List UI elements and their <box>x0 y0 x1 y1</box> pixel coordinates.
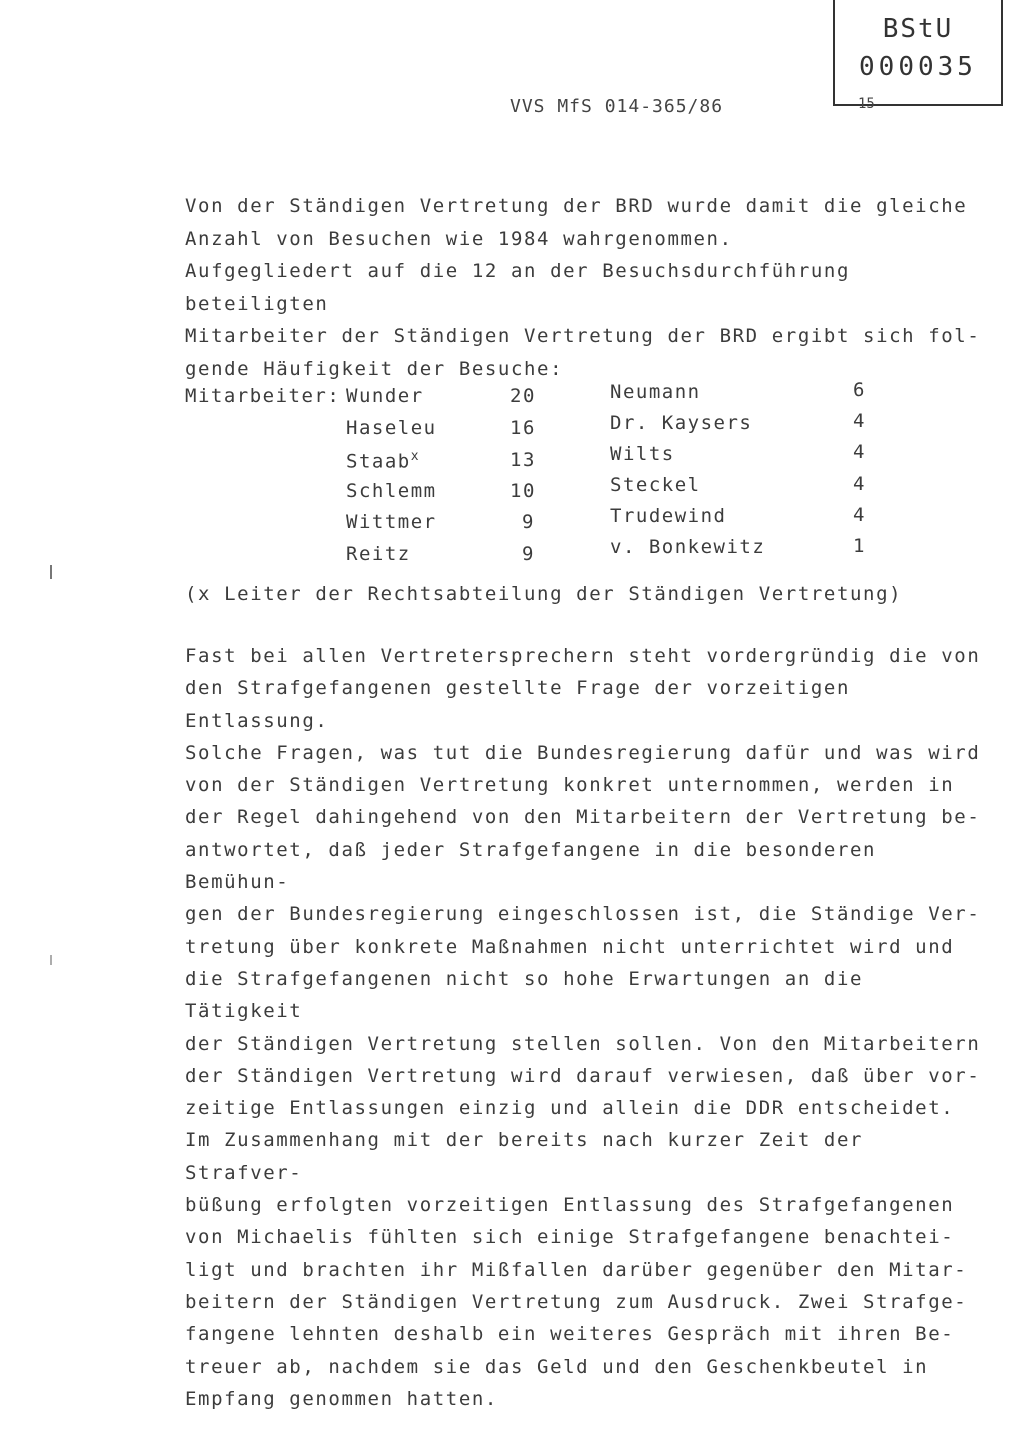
main-paragraph: Fast bei allen Vertretersprechern steht vordergründig die von den Strafgefangenen gestellte Frage der vorzeitigen Entlassung. Solche Fragen, was tut die Bundesregierung dafür und was wird von der Ständigen Vertretung konkret unternommen, werden in der Regel dahingehend von den Mitarbeitern der Vertretung be- antwortet, daß jeder Strafgefangene in die besonderen Bemühun- gen der Bundesregierung eingeschlossen ist, die Ständige Ver- tretung über konkrete Maßnahmen nicht unterrichtet wird und die Strafgefangenen nicht so hohe Erwartungen an die Tätigkeit der Ständigen Vertretung stellen sollen. Von den Mitarbeitern der Ständigen Vertretung wird darauf verwiesen, daß über vor- zeitige Entlassungen einzig und allein die DDR entscheidet. Im Zusammenhang mit der bereits nach kurzer Zeit der Strafver- büßung erfolgten vorzeitigen Entlassung des Strafgefangenen von Michaelis fühlten sich einige Strafgefangene benachtei- ligt und brachten ihr Mißfallen darüber gegenüber den Mitar- beitern der Ständigen Vertretung zum Ausdruck. Zwei Strafge- fangene lehnten deshalb ein weiteres Gespräch mit ihren Be- treuer ab, nachdem sie das Geld und den Geschenkbeutel in Empfang genommen hatten. <box>185 645 981 1410</box>
staff-count: 4 <box>853 410 866 432</box>
staff-name: Neumann <box>610 381 701 403</box>
staff-count: 20 <box>510 385 536 407</box>
staff-count: 1 <box>853 535 866 557</box>
staff-count: 16 <box>510 417 536 439</box>
footnote: (x Leiter der Rechtsabteilung der Ständigen Vertretung) <box>185 583 903 605</box>
staff-name-text: Staab <box>346 450 411 473</box>
page-number: 15 <box>858 96 875 112</box>
staff-count: 10 <box>510 480 536 502</box>
staff-count: 4 <box>853 441 866 463</box>
staff-count: 13 <box>510 449 536 471</box>
archive-stamp <box>833 0 1003 106</box>
staff-name: Wittmer <box>346 511 437 533</box>
staff-name: Dr. Kaysers <box>610 412 753 434</box>
intro-paragraph: Von der Ständigen Vertretung der BRD wurde damit die gleiche Anzahl von Besuchen wie 1984 wahrgenommen. Aufgegliedert auf die 12 an der Besuchsdurchführung beteiligten Mitarbeiter der Ständigen Vertretung der BRD ergibt sich fol- gende Häufigkeit der Besuche: <box>185 195 981 380</box>
staff-name: Wunder <box>346 385 424 407</box>
stamp-agency: BStU <box>882 14 954 44</box>
staff-count: 9 <box>522 543 535 565</box>
margin-mark <box>50 565 52 579</box>
staff-name: Schlemm <box>346 480 437 502</box>
staff-count: 4 <box>853 473 866 495</box>
stamp-number: 000035 <box>859 52 977 82</box>
footnote-mark: x <box>410 449 421 464</box>
staff-name: Wilts <box>610 443 675 465</box>
staff-label: Mitarbeiter: <box>185 385 341 407</box>
classification-reference: VVS MfS 014-365/86 <box>510 96 724 117</box>
margin-mark <box>50 955 52 965</box>
staff-count: 9 <box>522 511 535 533</box>
staff-name: v. Bonkewitz <box>610 536 766 558</box>
staff-name: Haseleu <box>346 417 437 439</box>
staff-name <box>346 449 420 472</box>
staff-name: Reitz <box>346 543 411 565</box>
staff-name: Steckel <box>610 474 701 496</box>
staff-count: 4 <box>853 504 866 526</box>
staff-name: Trudewind <box>610 505 727 527</box>
staff-count: 6 <box>853 379 866 401</box>
